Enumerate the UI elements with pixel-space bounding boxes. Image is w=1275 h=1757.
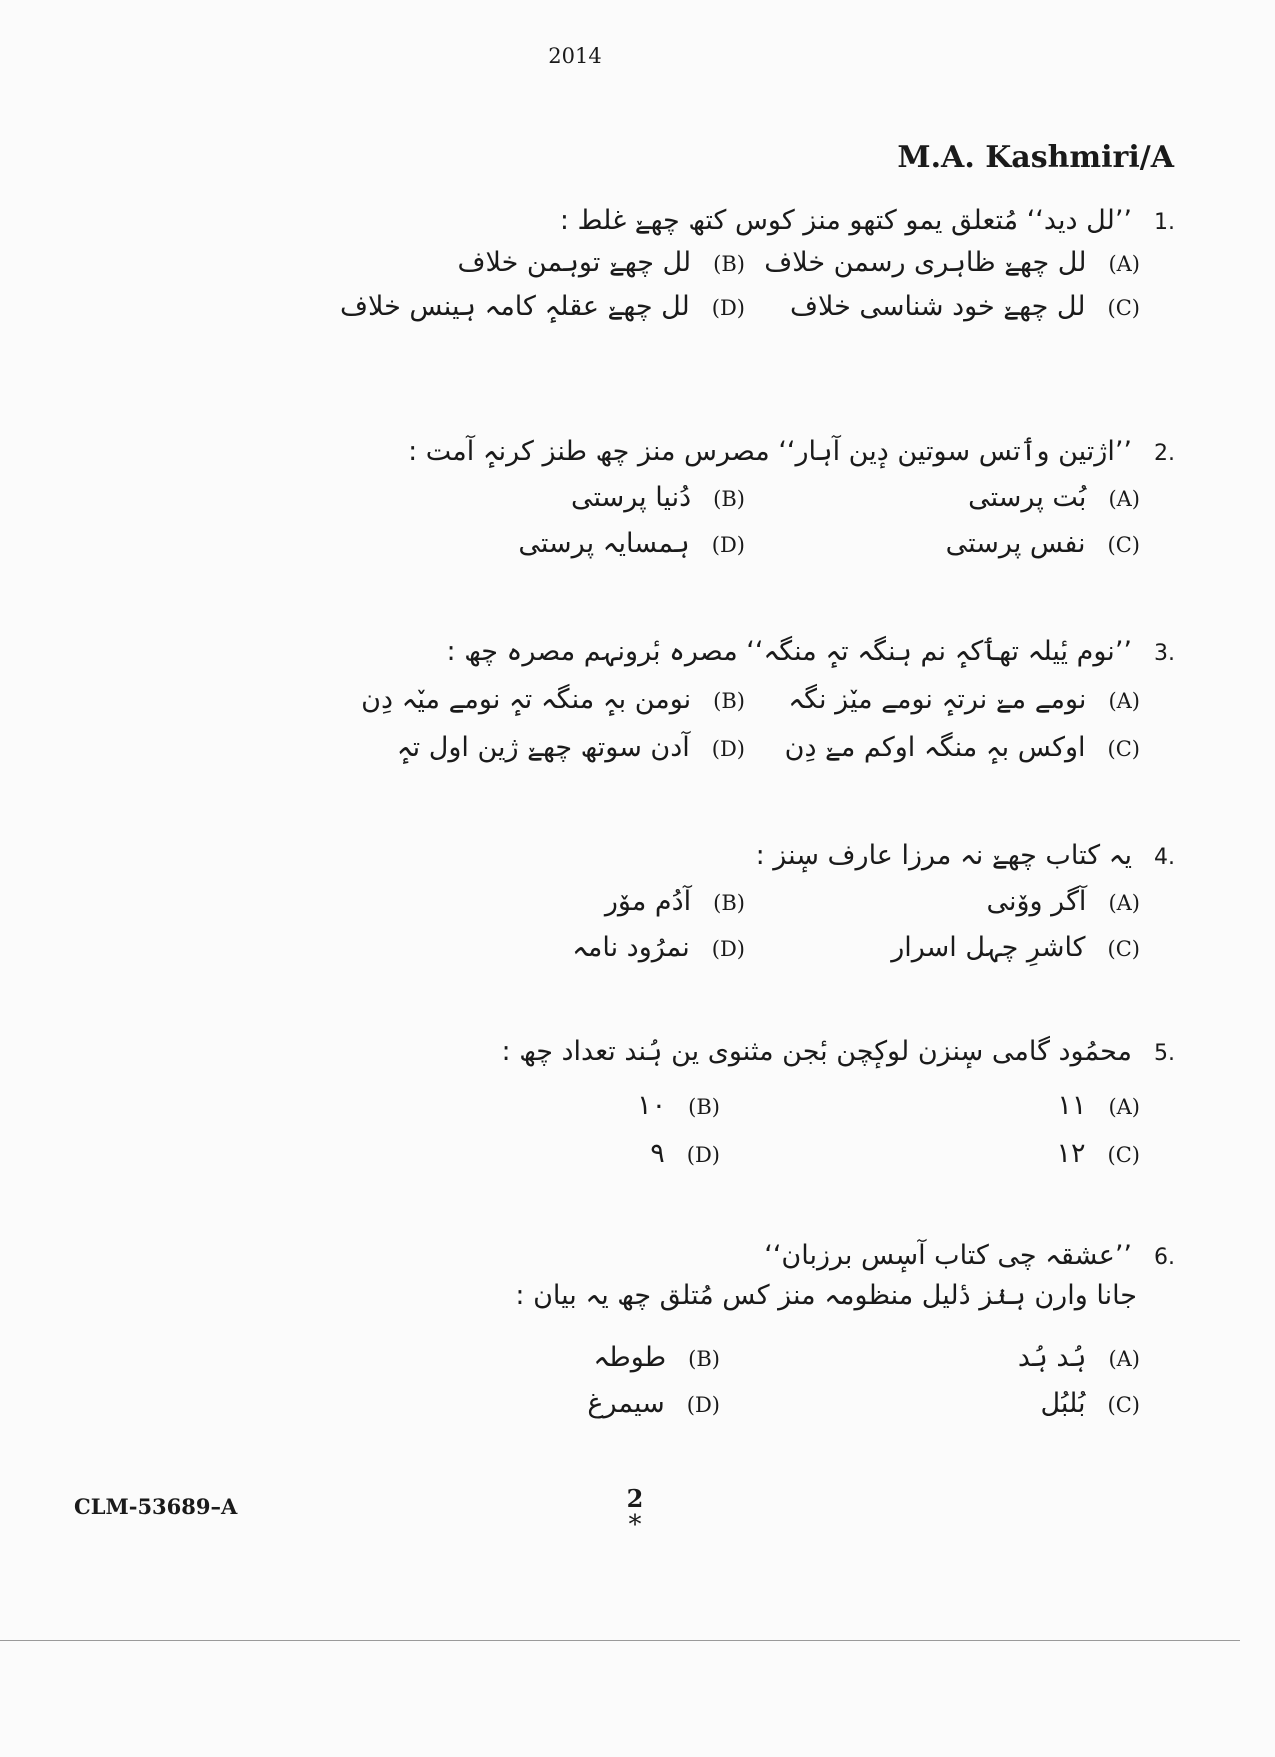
question-stem: ’’لل دید‘‘ مُتعلق یمو کتھو منز کوس کتھ چھےٚ غلط : <box>559 205 1132 236</box>
option-a: (A)نومے مےٚ نرتہٕ نومے میٚز نگہ <box>788 684 1140 715</box>
question-stem-line-2: جانا وارن ہنٛز دٔلیل منظومہ منز کس مُتلق چھ یہ بیان : <box>515 1280 1137 1311</box>
option-b: (B)لل چھےٚ توہمن خلاف <box>457 247 745 278</box>
question-number: 1. <box>1154 210 1175 235</box>
paper-code: CLM-53689–A <box>74 1494 238 1519</box>
option-a: (A)لل چھےٚ ظاہری رسمن خلاف <box>764 247 1140 278</box>
question-stem: محمُود گامی سٕنزن لوکٕچن بٔجن مثنوی ین ہُند تعداد چھ : <box>501 1036 1132 1067</box>
question-stem: ’’نوم یٔیلہ تھٲکہٕ نم ہنگہ تہٕ منگہ‘‘ مصرہ بٔرونہم مصرہ چھ : <box>446 636 1132 667</box>
option-c: (C)نفس پرستی <box>945 528 1140 559</box>
question-stem: یہ کتاب چھےٚ نہ مرزا عارف سٕنز : <box>755 840 1132 871</box>
question-number: 5. <box>1154 1041 1175 1066</box>
question-number: 2. <box>1154 441 1175 466</box>
option-b: (B)آدُم موٚر <box>604 886 745 917</box>
option-b: (B)دُنیا پرستی <box>570 482 745 513</box>
option-a: (A)۱۱ <box>1057 1090 1140 1121</box>
option-d: (D)لل چھےٚ عقلہٕ کامہ ہینس خلاف <box>340 291 745 322</box>
asterisk-mark: * <box>628 1510 642 1540</box>
option-d: (D)سیمرغ <box>587 1388 720 1419</box>
option-a: (A)آگر ووٚنی <box>986 886 1140 917</box>
option-d: (D)۹ <box>650 1138 720 1169</box>
option-b: (B)نومن بہٕ منگہ تہٕ نومے میٚہ دِن <box>361 684 745 715</box>
option-b: (B)۱۰ <box>637 1090 720 1121</box>
option-c: (C)۱۲ <box>1056 1138 1140 1169</box>
option-d: (D)آدن سوتھ چھےٚ ژین اول تہٕ <box>396 732 745 763</box>
question-number: 6. <box>1154 1245 1175 1270</box>
question-stem: ’’اژتین وٲتس سوتین دٕین آہار‘‘ مصرس منز چھ طنز کرنہٕ آمت : <box>408 436 1132 467</box>
page-number: 2 <box>626 1484 644 1513</box>
option-d: (D)نمرُود نامہ <box>572 932 745 963</box>
option-c: (C)اوکس بہٕ منگہ اوکم مےٚ دِن <box>784 732 1140 763</box>
option-a: (A)بُت پرستی <box>968 482 1140 513</box>
question-number: 3. <box>1154 641 1175 666</box>
exam-year: 2014 <box>548 44 602 68</box>
option-c: (C)بُلبُل <box>1040 1388 1140 1419</box>
option-a: (A)ہُد ہُد <box>1017 1342 1140 1373</box>
option-c: (C)کاشرِ چہل اسرار <box>891 932 1140 963</box>
option-d: (D)ہمسایہ پرستی <box>518 528 745 559</box>
bottom-rule <box>0 1640 1240 1641</box>
paper-title: M.A. Kashmiri/A <box>897 140 1174 175</box>
option-c: (C)لل چھےٚ خود شناسی خلاف <box>789 291 1140 322</box>
question-number: 4. <box>1154 845 1175 870</box>
question-stem: ’’عشقہ چی کتاب آسٕس برزبان‘‘ <box>764 1240 1132 1271</box>
option-b: (B)طوطہ <box>593 1342 720 1373</box>
